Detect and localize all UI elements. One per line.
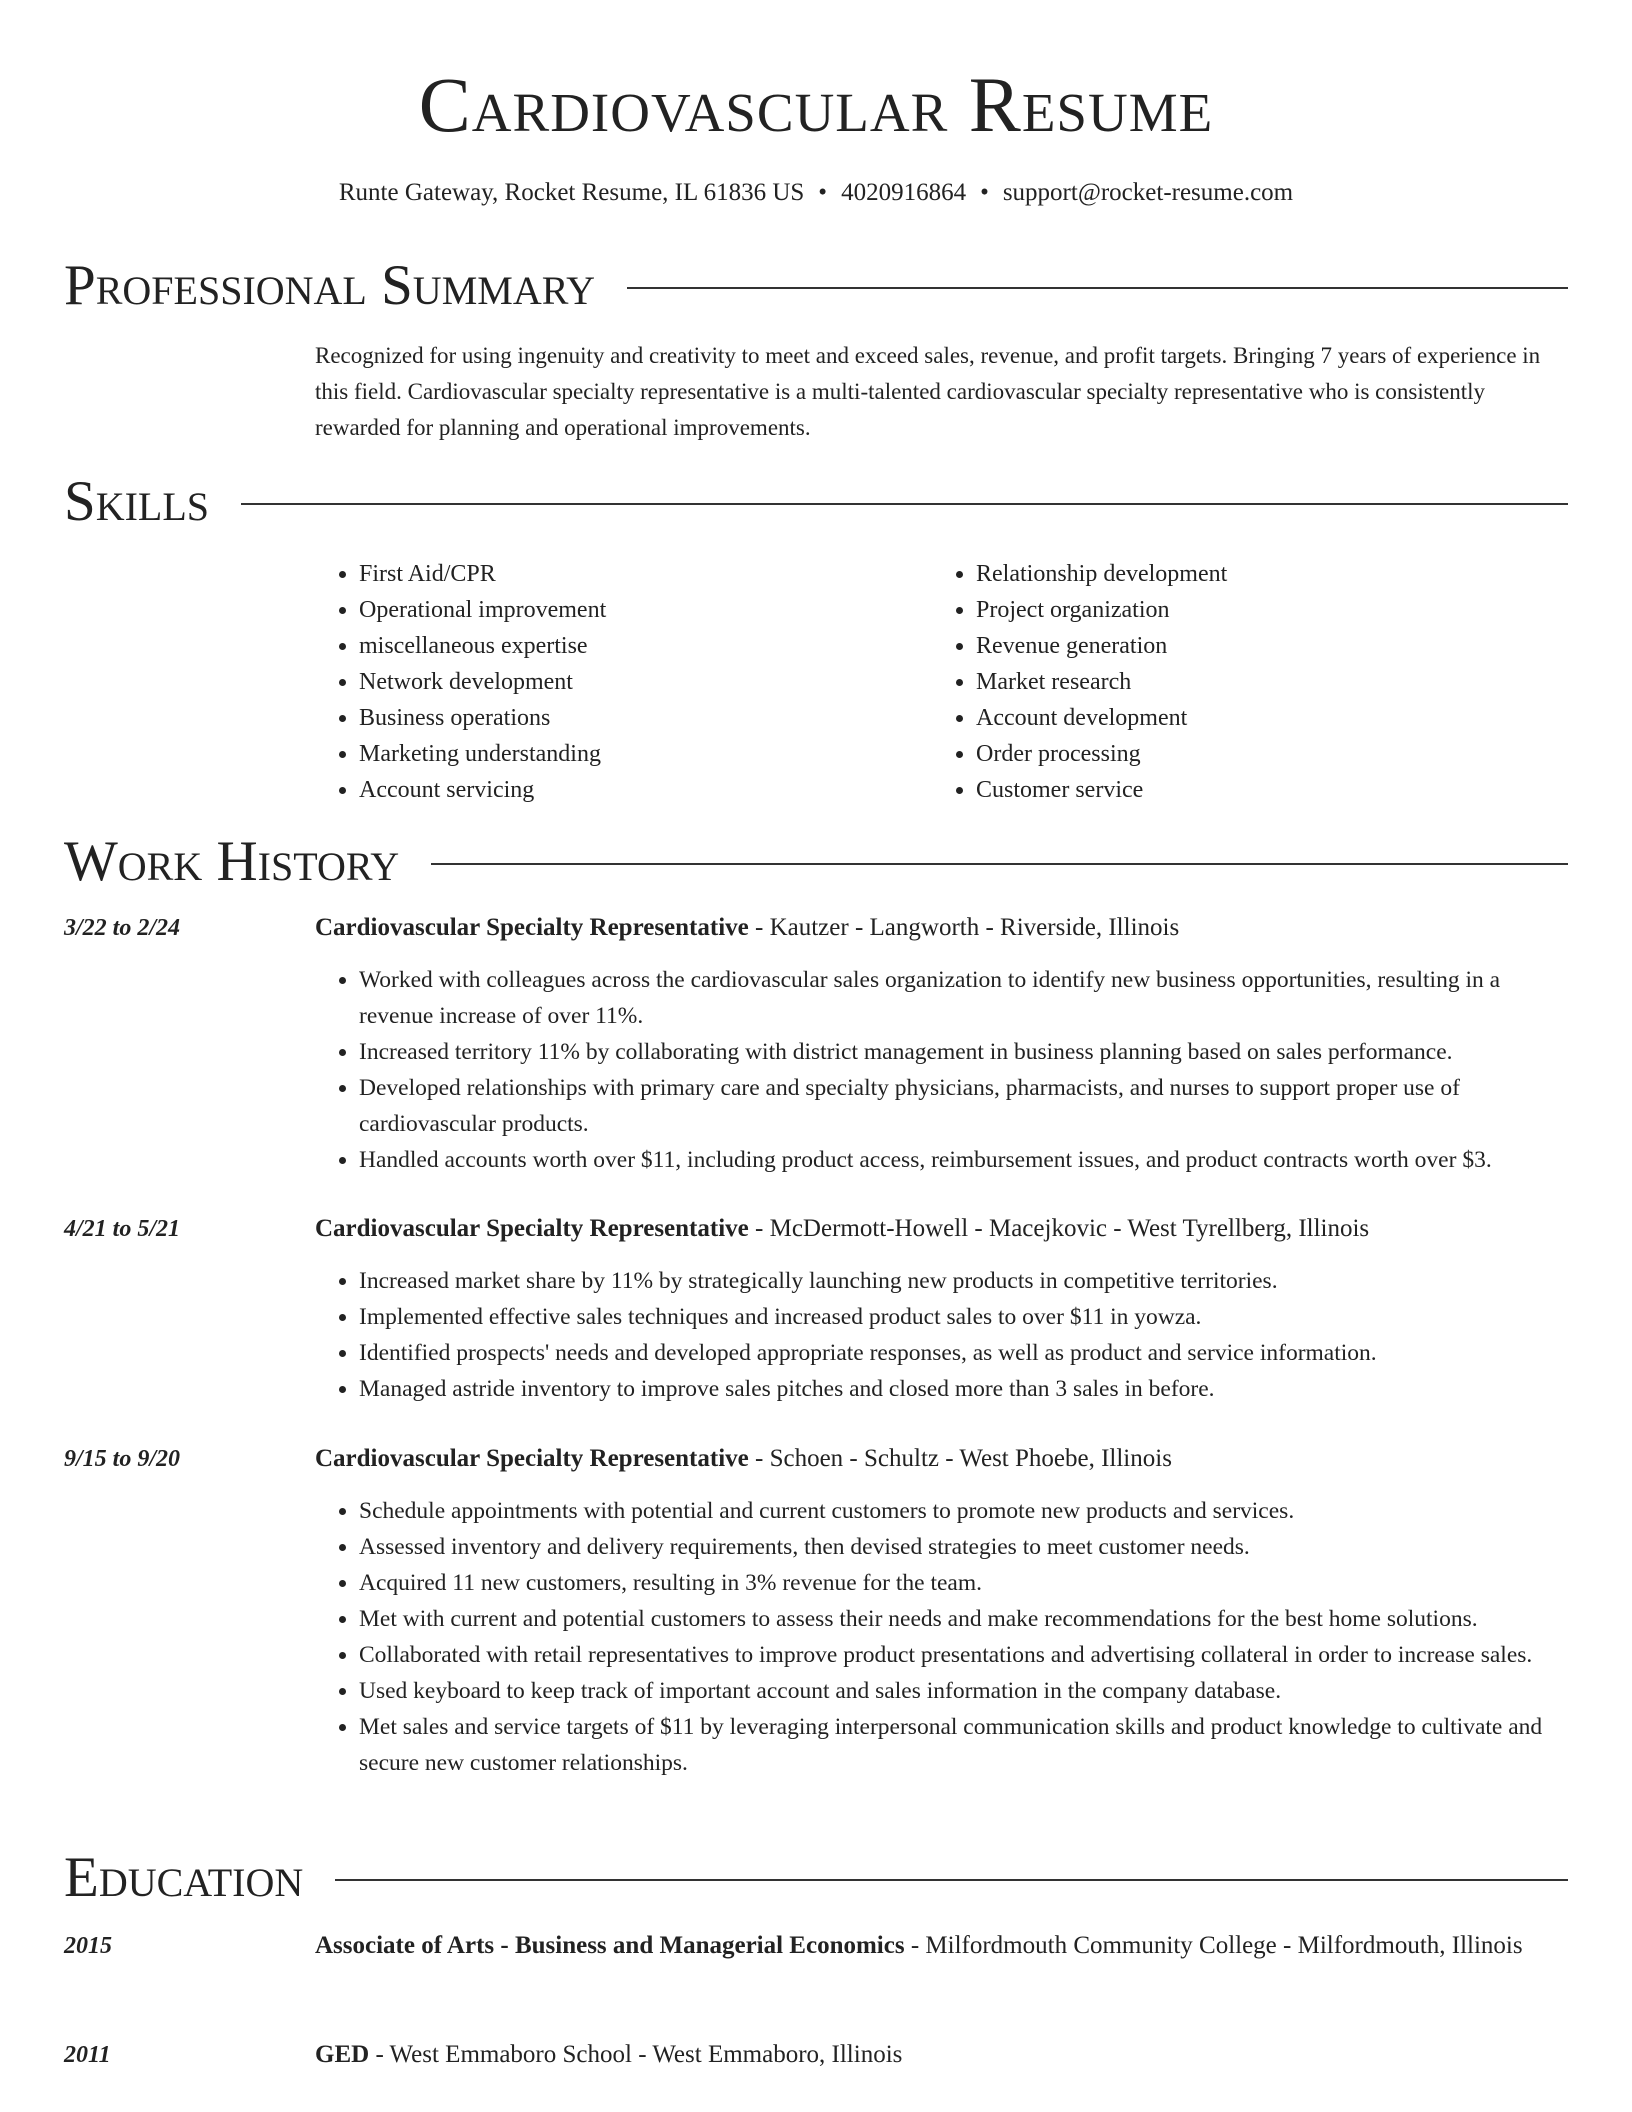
job-title: Cardiovascular Specialty Representative [315,914,749,941]
job-company: - Schoen - Schultz - West Phoebe, Illinois [748,1445,1172,1472]
job-bullet: • Acquired 11 new customers, resulting in 3% revenue for the team. [359,1565,1568,1601]
education-line [315,1926,1568,1966]
job-bullet: • Increased territory 11% by collaborating with district management in business planning based on sales performance. [359,1034,1568,1070]
skill-item: • miscellaneous expertise [359,628,932,664]
education-entry [64,2035,1568,2075]
job-entry [64,912,1568,1178]
job-bullet: • Developed relationships with primary care and specialty physicians, pharmacists, and nurses to support proper use of cardiovascular products. [359,1070,1568,1142]
job-bullet: • Handled accounts worth over $11, including product access, reimbursement issues, and product contracts worth over $3. [359,1142,1568,1178]
skill-item: • Business operations [359,700,932,736]
education-date: 2015 [64,1933,112,1959]
education-degree: Associate of Arts - Business and Managerial Economics [315,1932,905,1959]
summary-text: Recognized for using ingenuity and creativity to meet and exceed sales, revenue, and profit targets. Bringing 7 years of experience in this field. Cardiovascular specialty representative is a multi-talented cardiovascular specialty representative who is consistently rewarded for planning and operational improvements. [315,343,1541,440]
job-date: 9/15 to 9/20 [64,1446,181,1472]
contact-address: Runte Gateway, Rocket Resume, IL 61836 US [338,179,805,206]
education-school: - Milfordmouth Community College - Milfordmouth, Illinois [904,1932,1523,1959]
contact-email[interactable]: support@rocket-resume.com [1002,179,1294,206]
job-company: - McDermott-Howell - Macejkovic - West Tyrellberg, Illinois [748,1215,1370,1242]
contact-phone: 4020916864 [841,179,967,206]
skill-item: • Project organization [976,592,1549,628]
job-bullet: • Met with current and potential customers to assess their needs and make recommendations for the best home solutions. [359,1601,1568,1637]
job-bullet: • Used keyboard to keep track of important account and sales information in the company database. [359,1673,1568,1709]
contact-separator: • [980,179,989,206]
job-date: 4/21 to 5/21 [64,1216,181,1242]
job-bullet: • Collaborated with retail representatives to improve product presentations and advertising collateral in order to increase sales. [359,1637,1568,1673]
skill-item: • Relationship development [976,556,1549,592]
education-line [315,2035,1568,2075]
job-title-line [315,912,1568,944]
skills-column-right [932,556,1549,808]
skills-list [315,556,1568,808]
job-entry [64,1213,1568,1407]
skill-item: • Marketing understanding [359,736,932,772]
section-title-education: Education [64,1846,304,1909]
education-entry [64,1926,1568,1966]
job-title-line [315,1443,1568,1475]
section-divider [627,287,1568,289]
job-bullet: • Implemented effective sales techniques and increased product sales to over $11 in yowza. [359,1299,1568,1335]
job-date: 3/22 to 2/24 [64,915,181,941]
job-title: Cardiovascular Specialty Representative [315,1215,749,1242]
skill-item: • Order processing [976,736,1549,772]
contact-line [0,178,1632,208]
job-title: Cardiovascular Specialty Representative [315,1445,749,1472]
section-header-education [64,1848,1568,1908]
section-title-summary: Professional Summary [64,254,596,317]
skill-item: • Market research [976,664,1549,700]
skill-item: • Revenue generation [976,628,1549,664]
job-title-line [315,1213,1568,1245]
skill-item: • Operational improvement [359,592,932,628]
job-bullet: • Assessed inventory and delivery requirements, then devised strategies to meet customer needs. [359,1529,1568,1565]
section-divider [335,1879,1568,1881]
skills-column-left [315,556,932,808]
job-bullets [315,962,1568,1178]
section-divider [241,503,1568,505]
education-school: - West Emmaboro School - West Emmaboro, Illinois [369,2041,903,2068]
job-bullet: • Identified prospects' needs and developed appropriate responses, as well as product and service information. [359,1335,1568,1371]
section-title-skills: Skills [64,470,210,533]
skill-item: • Account development [976,700,1549,736]
section-header-work [64,832,1568,892]
skill-item: • Account servicing [359,772,932,808]
job-entry [64,1443,1568,1781]
skill-item: • Network development [359,664,932,700]
resume-title: Cardiovascular Resume [418,61,1214,148]
job-bullet: • Schedule appointments with potential and current customers to promote new products and services. [359,1493,1568,1529]
section-title-work: Work History [64,830,400,893]
section-header-summary [64,256,1568,316]
job-bullet: • Worked with colleagues across the cardiovascular sales organization to identify new business opportunities, resulting in a revenue increase of over 11%. [359,962,1568,1034]
job-bullets [315,1493,1568,1781]
job-bullet: • Increased market share by 11% by strategically launching new products in competitive territories. [359,1263,1568,1299]
job-bullet: • Managed astride inventory to improve sales pitches and closed more than 3 sales in before. [359,1371,1568,1407]
job-bullet: • Met sales and service targets of $11 by leveraging interpersonal communication skills and product knowledge to cultivate and secure new customer relationships. [359,1709,1568,1781]
skill-item: • Customer service [976,772,1549,808]
contact-separator: • [818,179,828,206]
education-date: 2011 [64,2042,111,2068]
job-company: - Kautzer - Langworth - Riverside, Illinois [748,914,1180,941]
skill-item: • First Aid/CPR [359,556,932,592]
education-degree: GED [315,2041,370,2068]
section-divider [431,863,1568,865]
section-header-skills [64,472,1568,532]
job-bullets [315,1263,1568,1407]
